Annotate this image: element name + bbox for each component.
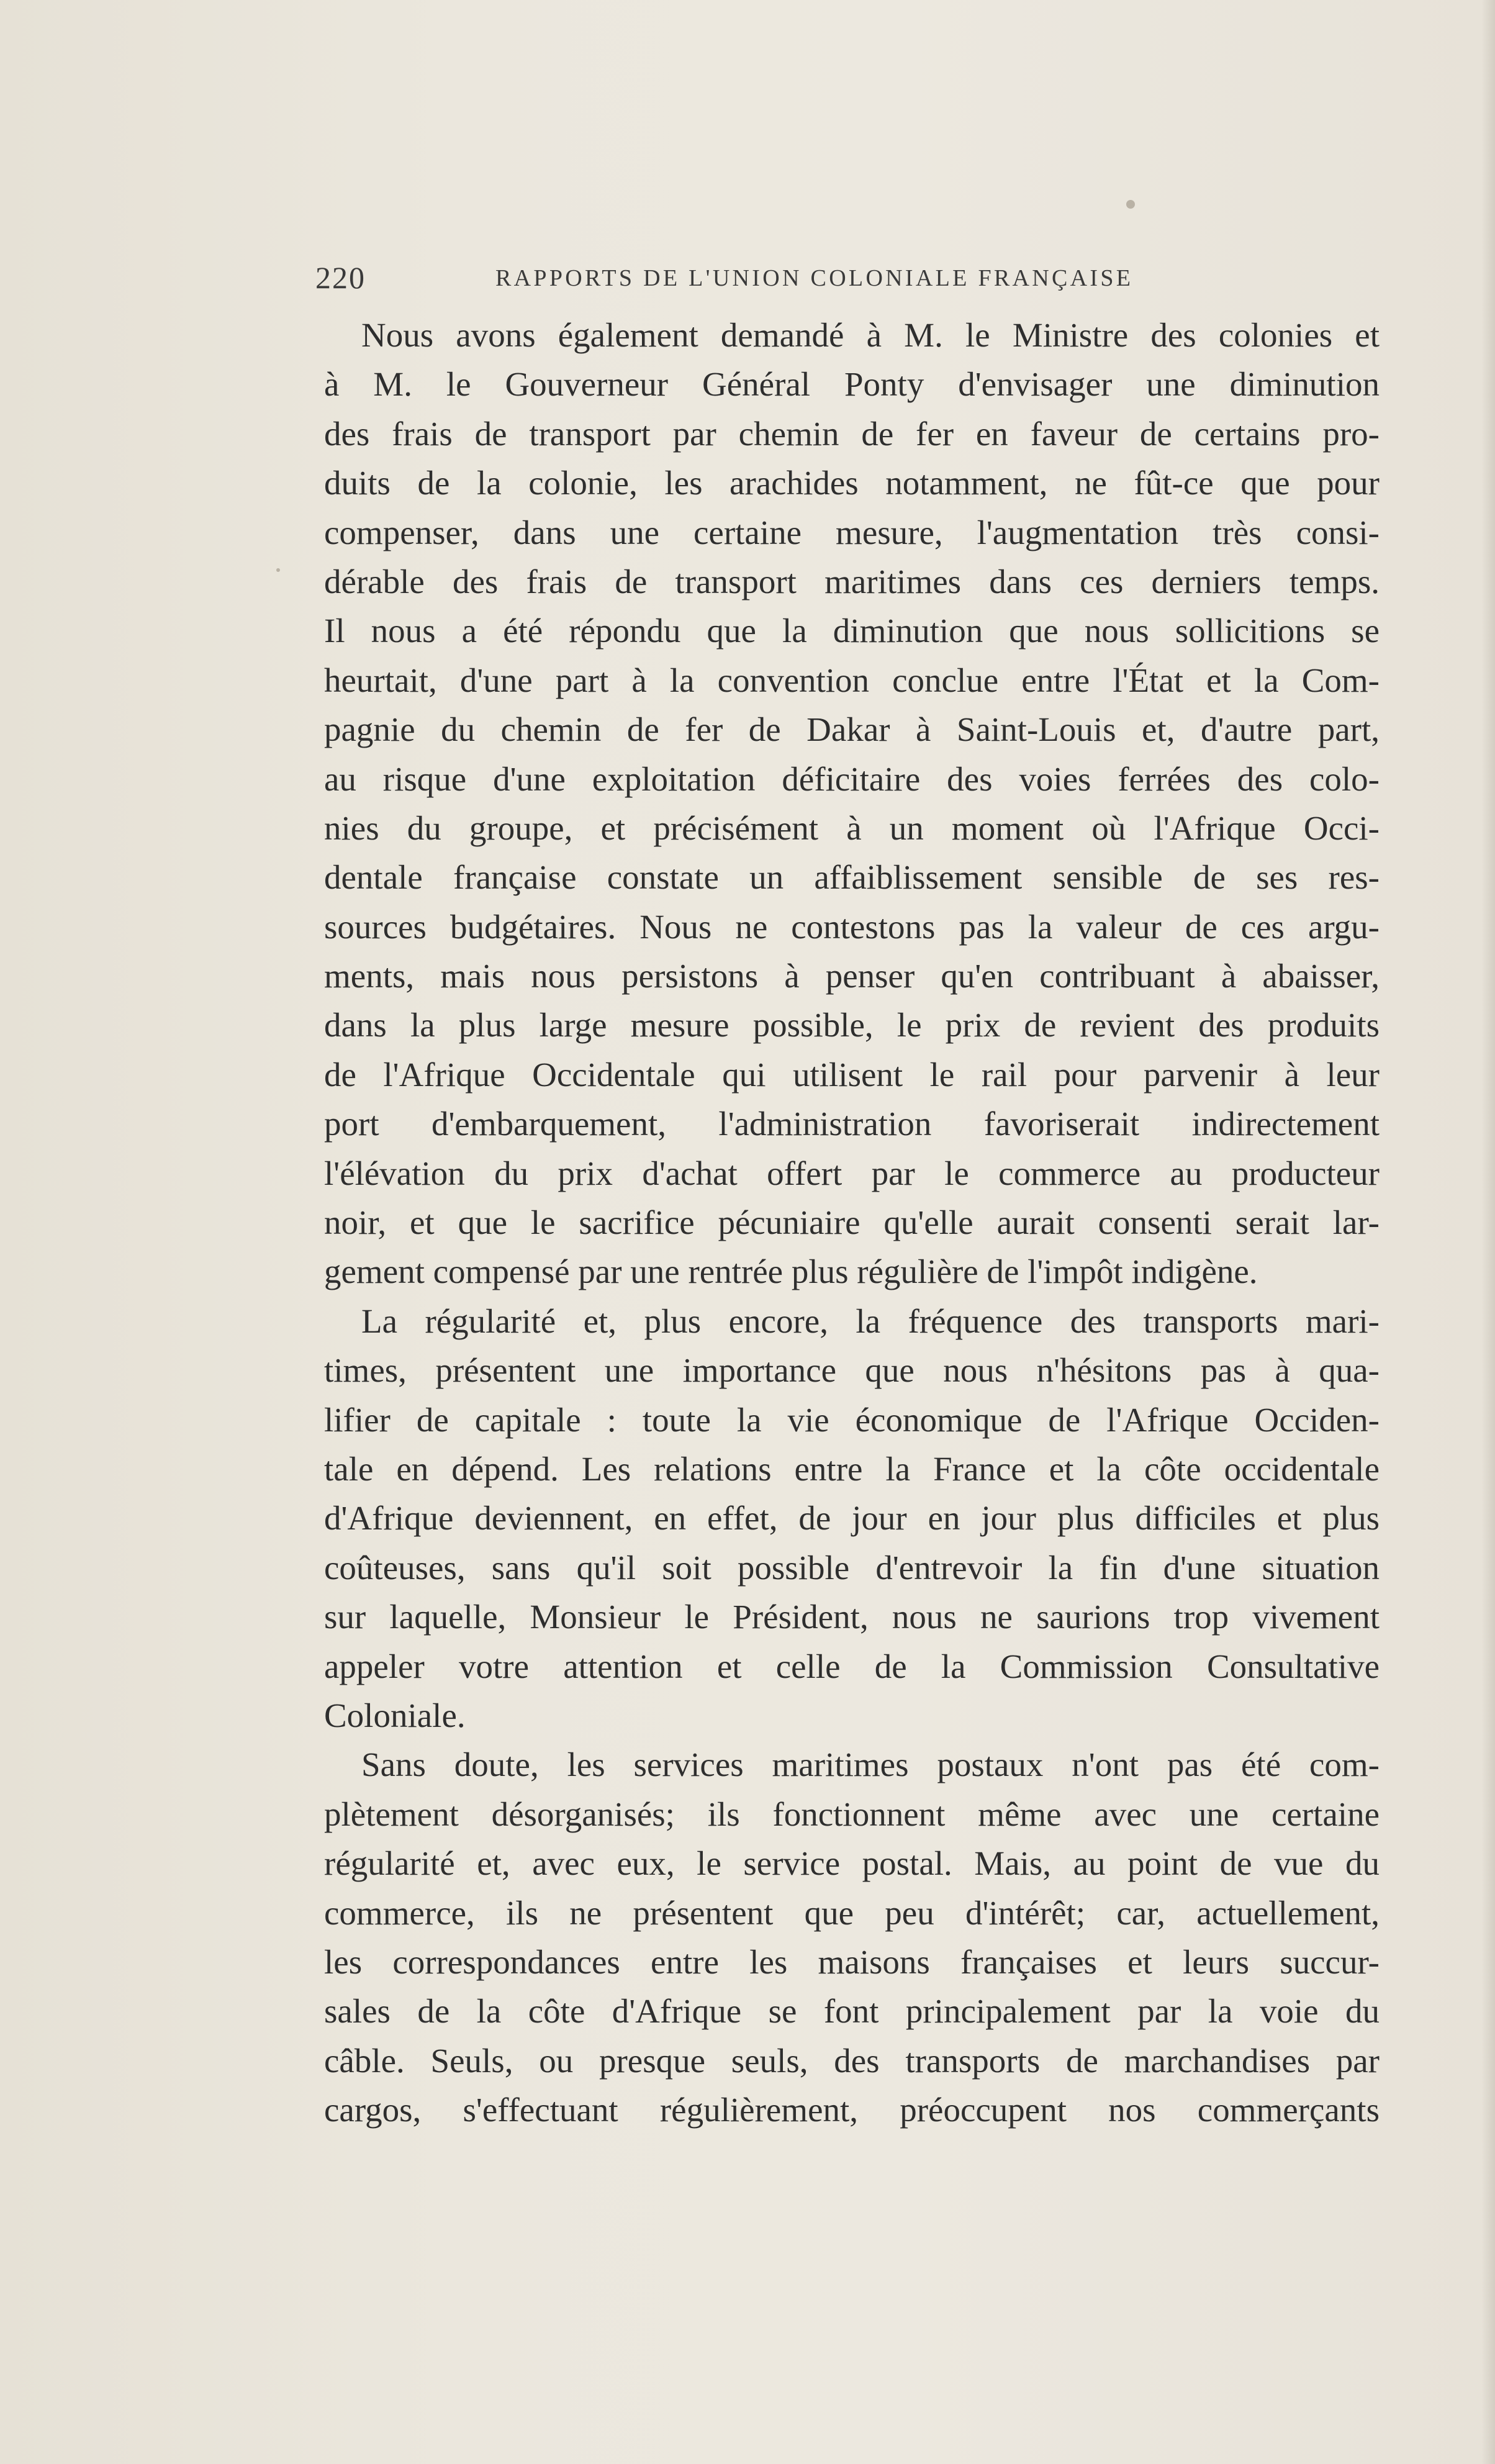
text-line: l'élévation du prix d'achat offert par le commerce au producteur (324, 1154, 1380, 1192)
running-header (315, 260, 1383, 297)
text-line: des frais de transport par chemin de fer en faveur de certains pro- (324, 414, 1380, 453)
text-line: nies du groupe, et précisément à un moment où l'Afrique Occi- (324, 808, 1380, 847)
text-line: les correspondances entre les maisons françaises et leurs succur- (324, 1942, 1380, 1981)
text-line: cargos, s'effectuant régulièrement, préoccupent nos commerçants (324, 2091, 1380, 2129)
text-line: câble. Seuls, ou presque seuls, des transports de marchandises par (324, 2041, 1380, 2080)
text-line: d'Afrique deviennent, en effet, de jour en jour plus difficiles et plus (324, 1499, 1380, 1538)
text-line: times, présentent une importance que nous n'hésitons pas à qua- (324, 1351, 1380, 1390)
page-number: 220 (315, 260, 366, 295)
body-text (324, 310, 1380, 2134)
text-line: ments, mais nous persistons à penser qu'en contribuant à abaisser, (324, 957, 1380, 995)
text-line: plètement désorganisés; ils fonctionnent même avec une certaine (324, 1795, 1380, 1833)
paper-speck (276, 568, 280, 572)
text-line: La régularité et, plus encore, la fréquence des transports mari- (361, 1302, 1380, 1340)
text-line: tale en dépend. Les relations entre la France et la côte occidentale (324, 1449, 1380, 1488)
text-line: dans la plus large mesure possible, le prix de revient des produits (324, 1006, 1380, 1044)
text-line: dentale française constate un affaiblissement sensible de ses res- (324, 858, 1380, 897)
text-line: régularité et, avec eux, le service postal. Mais, au point de vue du (324, 1844, 1380, 1883)
text-line: heurtait, d'une part à la convention conclue entre l'État et la Com- (324, 661, 1380, 699)
running-title: RAPPORTS DE L'UNION COLONIALE FRANÇAISE (495, 265, 1134, 291)
text-line: Il nous a été répondu que la diminution que nous sollicitions se (324, 612, 1380, 650)
text-line: duits de la colonie, les arachides notamment, ne fût-ce que pour (324, 464, 1380, 502)
text-line: sur laquelle, Monsieur le Président, nous ne saurions trop vivement (324, 1598, 1380, 1636)
text-line: à M. le Gouverneur Général Ponty d'envisager une diminution (324, 365, 1380, 404)
text-line: coûteuses, sans qu'il soit possible d'entrevoir la fin d'une situation (324, 1548, 1380, 1587)
text-line: de l'Afrique Occidentale qui utilisent le rail pour parvenir à leur (324, 1055, 1380, 1094)
text-line: pagnie du chemin de fer de Dakar à Saint-Louis et, d'autre part, (324, 710, 1380, 749)
text-line: Sans doute, les services maritimes postaux n'ont pas été com- (361, 1746, 1380, 1784)
text-line: sources budgétaires. Nous ne contestons pas la valeur de ces argu- (324, 907, 1380, 946)
text-line: au risque d'une exploitation déficitaire des voies ferrées des colo- (324, 759, 1380, 798)
text-line: gement compensé par une rentrée plus régulière de l'impôt indigène. (324, 1252, 1258, 1291)
text-line: commerce, ils ne présentent que peu d'intérêt; car, actuellement, (324, 1893, 1380, 1932)
text-line: Nous avons également demandé à M. le Ministre des colonies et (361, 316, 1380, 354)
text-line: port d'embarquement, l'administration favoriserait indirectement (324, 1105, 1380, 1143)
text-line: sales de la côte d'Afrique se font principalement par la voie du (324, 1992, 1380, 2031)
text-line: compenser, dans une certaine mesure, l'augmentation très consi- (324, 513, 1380, 551)
text-line: Coloniale. (324, 1696, 466, 1734)
text-line: appeler votre attention et celle de la Commission Consultative (324, 1647, 1380, 1685)
text-line: noir, et que le sacrifice pécuniaire qu'elle aurait consenti serait lar- (324, 1203, 1380, 1242)
text-line: lifier de capitale : toute la vie économique de l'Afrique Occiden- (324, 1400, 1380, 1439)
paper-speck (1126, 200, 1135, 209)
text-line: dérable des frais de transport maritimes dans ces derniers temps. (324, 562, 1380, 600)
page-edge-shadow (1481, 0, 1495, 2464)
